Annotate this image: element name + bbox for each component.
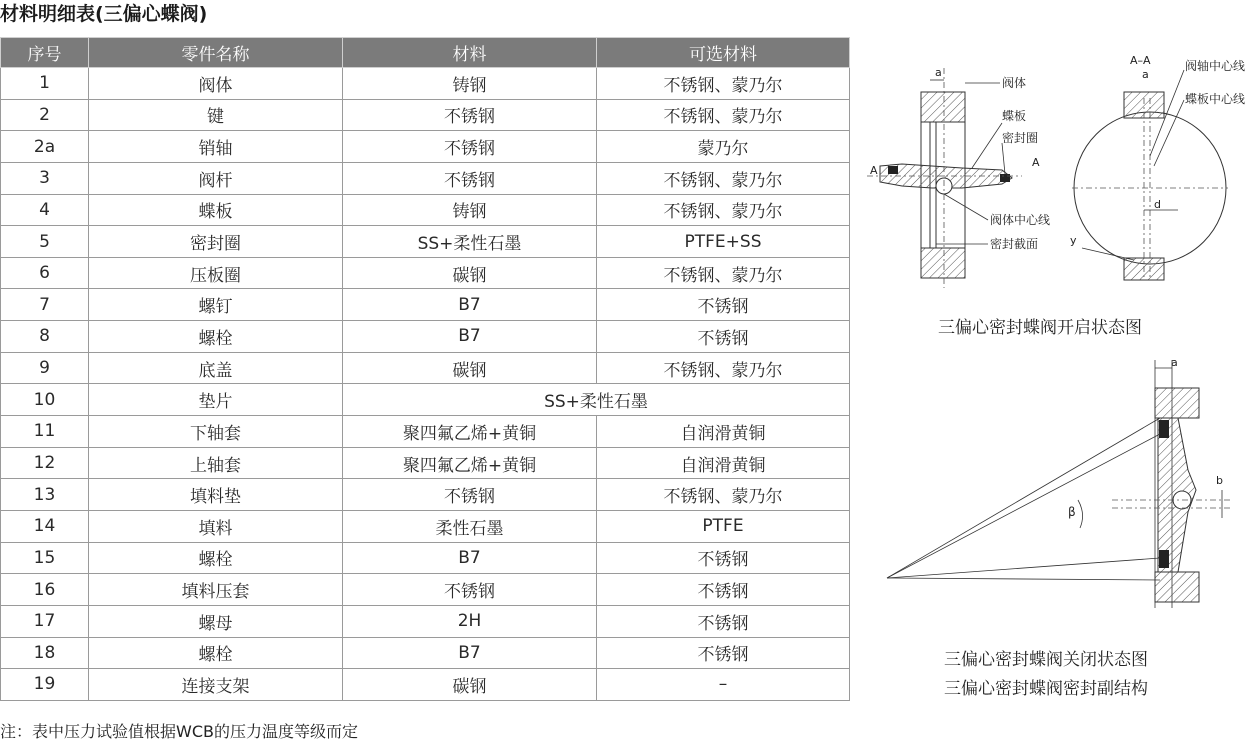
- cell-material: B7: [343, 289, 597, 321]
- cell-no: 9: [1, 352, 89, 384]
- cell-no: 11: [1, 416, 89, 448]
- cell-optional-material: 不锈钢、蒙乃尔: [597, 162, 850, 194]
- cell-material: B7: [343, 542, 597, 574]
- header-optional-material: 可选材料: [597, 38, 850, 68]
- label-section-title: A–A: [1130, 54, 1151, 67]
- cell-part-name: 阀杆: [89, 162, 343, 194]
- cell-part-name: 填料压套: [89, 574, 343, 606]
- table-row: [1, 257, 850, 289]
- table-row: [1, 510, 850, 542]
- label-disc: 蝶板: [1002, 109, 1027, 123]
- cell-optional-material: 不锈钢、蒙乃尔: [597, 352, 850, 384]
- label-valve-body: 阀体: [1002, 76, 1027, 90]
- cell-part-name: 螺栓: [89, 542, 343, 574]
- cell-no: 13: [1, 479, 89, 511]
- table-row: [1, 131, 850, 163]
- cell-optional-material: –: [597, 669, 850, 701]
- table-row: [1, 384, 850, 416]
- cell-no: 2a: [1, 131, 89, 163]
- section-a-a: [1072, 92, 1228, 280]
- cell-material: B7: [343, 637, 597, 669]
- table-row: [1, 669, 850, 701]
- cell-optional-material: 不锈钢: [597, 321, 850, 353]
- cell-part-name: 螺栓: [89, 321, 343, 353]
- cell-no: 10: [1, 384, 89, 416]
- cell-optional-material: 不锈钢、蒙乃尔: [597, 68, 850, 100]
- cell-optional-material: 不锈钢: [597, 542, 850, 574]
- closed-label-beta: β: [1068, 505, 1076, 519]
- table-row: [1, 542, 850, 574]
- cell-no: 12: [1, 447, 89, 479]
- label-a2: a: [1142, 68, 1149, 81]
- table-row: [1, 416, 850, 448]
- cell-optional-material: 不锈钢、蒙乃尔: [597, 479, 850, 511]
- table-row: [1, 447, 850, 479]
- cell-material: 碳钢: [343, 669, 597, 701]
- cell-no: 15: [1, 542, 89, 574]
- cell-no: 4: [1, 194, 89, 226]
- label-seal-ring: 密封圈: [1002, 131, 1039, 145]
- cell-part-name: 蝶板: [89, 194, 343, 226]
- cell-part-name: 底盖: [89, 352, 343, 384]
- header-no: 序号: [1, 38, 89, 68]
- cell-part-name: 密封圈: [89, 226, 343, 258]
- table-row: [1, 68, 850, 100]
- cell-material: 2H: [343, 605, 597, 637]
- cell-optional-material: 不锈钢: [597, 289, 850, 321]
- table-body: [1, 68, 850, 701]
- cell-no: 1: [1, 68, 89, 100]
- cell-optional-material: 蒙乃尔: [597, 131, 850, 163]
- label-y: y: [1070, 234, 1077, 247]
- table-row: [1, 162, 850, 194]
- cell-no: 18: [1, 637, 89, 669]
- cell-no: 19: [1, 669, 89, 701]
- caption-seal-pair: 三偏心密封蝶阀密封副结构: [944, 679, 1148, 699]
- cell-part-name: 螺栓: [89, 637, 343, 669]
- cell-material: 碳钢: [343, 257, 597, 289]
- cell-material: 聚四氟乙烯+黄铜: [343, 416, 597, 448]
- closed-state-diagram: [882, 350, 1242, 610]
- table-row: [1, 226, 850, 258]
- cell-part-name: 垫片: [89, 384, 343, 416]
- cell-no: 17: [1, 605, 89, 637]
- disc-open: [880, 164, 1012, 194]
- table-row: [1, 479, 850, 511]
- label-d: d: [1154, 198, 1161, 211]
- cell-optional-material: PTFE+SS: [597, 226, 850, 258]
- cell-part-name: 连接支架: [89, 669, 343, 701]
- open-state-diagram: [862, 48, 1251, 298]
- header-material: 材料: [343, 38, 597, 68]
- table-row: [1, 605, 850, 637]
- label-disc-centerline: 蝶板中心线: [1185, 92, 1246, 106]
- label-seal-section: 密封截面: [990, 237, 1039, 251]
- cell-material: 碳钢: [343, 352, 597, 384]
- cell-optional-material: 不锈钢、蒙乃尔: [597, 257, 850, 289]
- cell-material: 不锈钢: [343, 99, 597, 131]
- materials-table: [0, 37, 850, 701]
- cell-part-name: 螺钉: [89, 289, 343, 321]
- cell-part-name: 填料: [89, 510, 343, 542]
- cell-part-name: 键: [89, 99, 343, 131]
- cell-no: 2: [1, 99, 89, 131]
- label-body-centerline: 阀体中心线: [990, 213, 1051, 227]
- cell-material: 铸钢: [343, 194, 597, 226]
- cell-optional-material: PTFE: [597, 510, 850, 542]
- cell-optional-material: 自润滑黄铜: [597, 447, 850, 479]
- cell-material: 聚四氟乙烯+黄铜: [343, 447, 597, 479]
- cell-part-name: 销轴: [89, 131, 343, 163]
- table-row: [1, 289, 850, 321]
- cell-no: 14: [1, 510, 89, 542]
- cell-no: 6: [1, 257, 89, 289]
- cell-material: 不锈钢: [343, 574, 597, 606]
- cell-part-name: 上轴套: [89, 447, 343, 479]
- cell-part-name: 填料垫: [89, 479, 343, 511]
- cell-no: 3: [1, 162, 89, 194]
- footnote: 注：表中压力试验值根据WCB的压力温度等级而定: [0, 722, 358, 741]
- cell-no: 8: [1, 321, 89, 353]
- label-section-a-left: A: [870, 164, 878, 177]
- closed-label-b: b: [1216, 474, 1223, 487]
- cell-optional-material: 不锈钢、蒙乃尔: [597, 194, 850, 226]
- cell-part-name: 压板圈: [89, 257, 343, 289]
- cell-optional-material: 不锈钢: [597, 637, 850, 669]
- table-header-row: [1, 38, 850, 68]
- cell-no: 5: [1, 226, 89, 258]
- caption-open-state: 三偏心密封蝶阀开启状态图: [938, 318, 1142, 338]
- cell-material: 不锈钢: [343, 479, 597, 511]
- table-row: [1, 637, 850, 669]
- cell-part-name: 下轴套: [89, 416, 343, 448]
- table-row: [1, 352, 850, 384]
- closed-label-a: a: [1171, 356, 1178, 369]
- cell-material: 不锈钢: [343, 162, 597, 194]
- label-section-a-right: A: [1032, 156, 1040, 169]
- cell-part-name: 阀体: [89, 68, 343, 100]
- cell-material-merged: SS+柔性石墨: [343, 384, 850, 416]
- cell-material: SS+柔性石墨: [343, 226, 597, 258]
- cell-material: 柔性石墨: [343, 510, 597, 542]
- table-row: [1, 574, 850, 606]
- header-part-name: 零件名称: [89, 38, 343, 68]
- cell-optional-material: 不锈钢、蒙乃尔: [597, 99, 850, 131]
- cell-part-name: 螺母: [89, 605, 343, 637]
- open-label-a: a: [935, 66, 942, 79]
- caption-closed-state: 三偏心密封蝶阀关闭状态图: [944, 650, 1148, 670]
- table-row: [1, 194, 850, 226]
- cell-material: 铸钢: [343, 68, 597, 100]
- cell-optional-material: 不锈钢: [597, 605, 850, 637]
- cell-optional-material: 不锈钢: [597, 574, 850, 606]
- cell-material: B7: [343, 321, 597, 353]
- page-title: 材料明细表(三偏心蝶阀): [0, 3, 208, 25]
- label-shaft-centerline: 阀轴中心线: [1185, 59, 1246, 73]
- table-row: [1, 321, 850, 353]
- cell-material: 不锈钢: [343, 131, 597, 163]
- cell-optional-material: 自润滑黄铜: [597, 416, 850, 448]
- table-row: [1, 99, 850, 131]
- cell-no: 16: [1, 574, 89, 606]
- cell-no: 7: [1, 289, 89, 321]
